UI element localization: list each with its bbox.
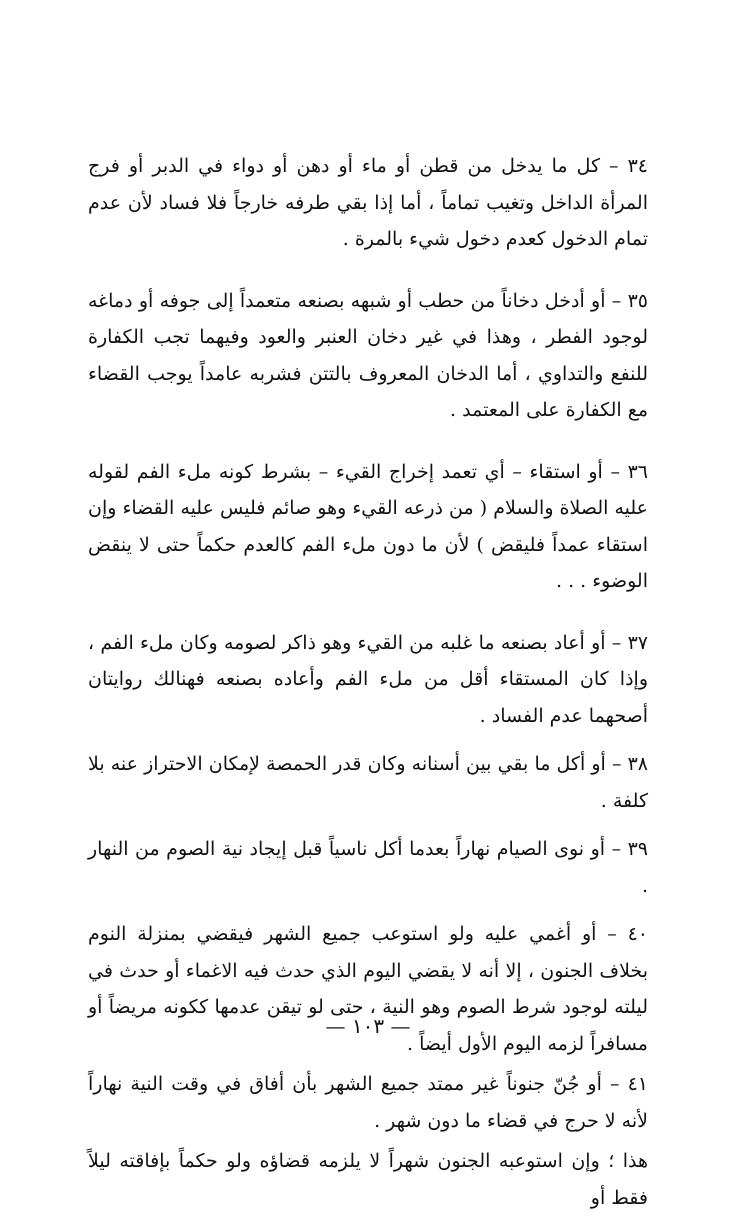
paragraph-continuation: هذا ؛ وإن استوعبه الجنون شهراً لا يلزمه قضاؤه ولو حكماً بإفاقته ليلاً فقط أو xyxy=(88,1150,648,1209)
body-text xyxy=(88,148,648,1216)
paragraph-34: ٣٤ – كل ما يدخل من قطن أو ماء أو دهن أو دواء في الدبر أو فرج المرأة الداخل وتغيب تماماً ، أما إذا بقي طرفه خارجاً فلا فساد لأن عدم تمام الدخول كعدم دخول شيء بالمرة . xyxy=(88,155,648,250)
paragraph-37: ٣٧ – أو أعاد بصنعه ما غلبه من القيء وهو ذاكر لصومه وكان ملء الفم ، وإذا كان المستقاء أقل من ملء الفم وأعاده بصنعه فهنالك روايتان أصحهما عدم الفساد . xyxy=(88,631,648,727)
paragraph-39: ٣٩ – أو نوى الصيام نهاراً بعدما أكل ناسياً قبل إيجاد نية الصوم من النهار . xyxy=(88,838,648,897)
paragraph-35: ٣٥ – أو أدخل دخاناً من حطب أو شبهه بصنعه متعمداً إلى جوفه أو دماغه لوجود الفطر ، وهذا في غير دخان العنبر والعود وفيهما تجب الكفارة للنفع والتداوي ، أما الدخان المعروف بالتتن فشربه عامداً يوجب القضاء مع الكفارة على المعتمد . xyxy=(88,289,648,421)
paragraph-40: ٤٠ – أو أغمي عليه ولو استوعب جميع الشهر فيقضي بمنزلة النوم بخلاف الجنون ، إلا أنه لا يقضي اليوم الذي حدث فيه الاغماء أو حدث في ليلته لوجود شرط الصوم وهو النية ، حتى لو تيقن عدمها ككونه مريضاً أو مسافراً لزمه اليوم الأول أيضاً . xyxy=(88,923,648,1055)
page-number: — ١٠٣ — xyxy=(325,1014,411,1038)
paragraph-41: ٤١ – أو جُنّ جنوناً غير ممتد جميع الشهر بأن أفاق في وقت النية نهاراً لأنه لا حرج في قضاء ما دون شهر . xyxy=(88,1073,648,1132)
paragraph-38: ٣٨ – أو أكل ما بقي بين أسنانه وكان قدر الحمصة لإمكان الاحتراز عنه بلا كلفة . xyxy=(88,753,648,812)
paragraph-36: ٣٦ – أو استقاء – أي تعمد إخراج القيء – بشرط كونه ملء الفم لقوله عليه الصلاة والسلام ( من ذرعه القيء وهو صائم فليس عليه القضاء وإن استقاء عمداً فليقض ) لأن ما دون ملء الفم كالعدم حكماً حتى لا ينقض الوضوء . . . xyxy=(88,460,648,592)
